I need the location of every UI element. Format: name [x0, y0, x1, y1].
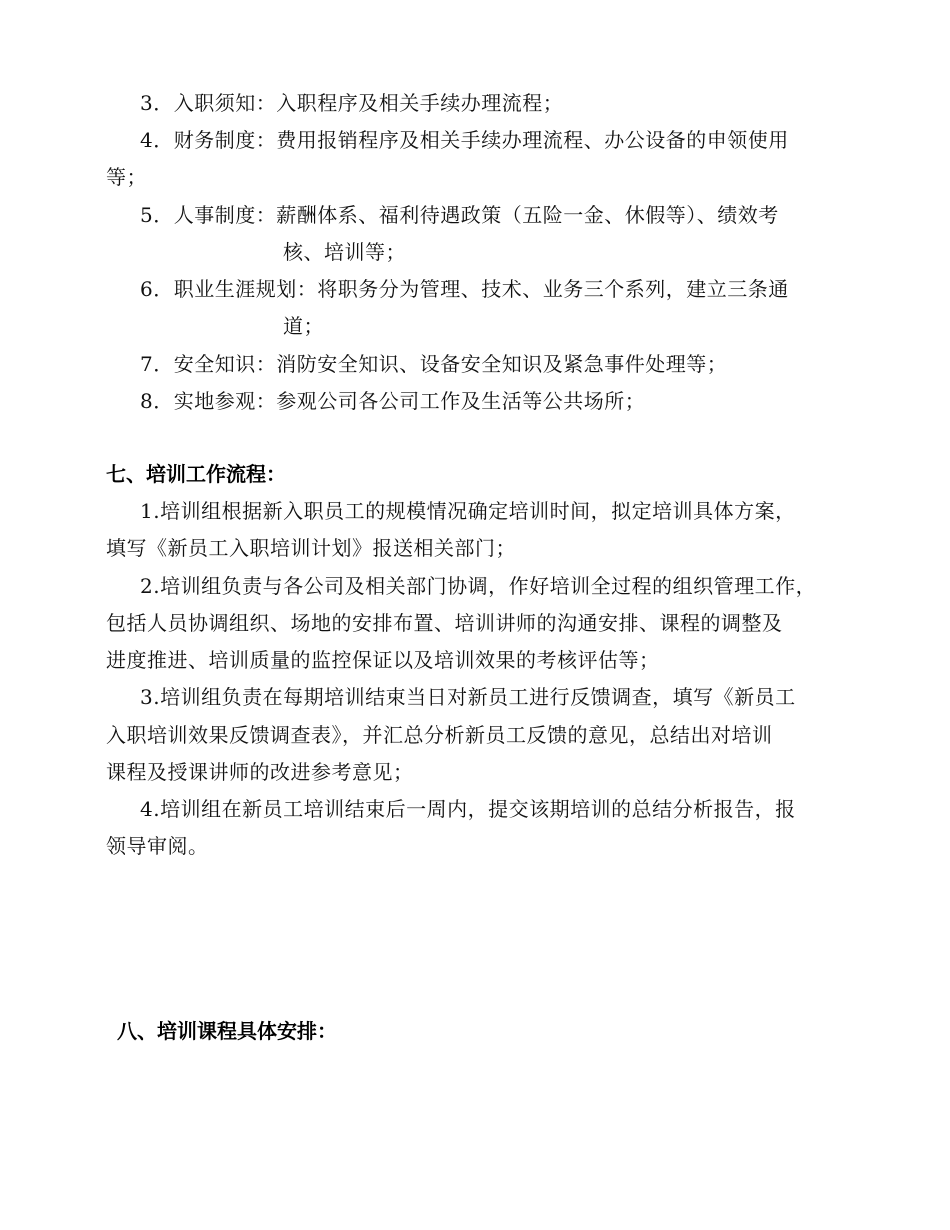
process-step-3-line3: 课程及授课讲师的改进参考意见； [106, 760, 414, 784]
list-item-4-line2: 等； [106, 165, 147, 189]
list-item-5-line2: 核、培训等； [283, 240, 406, 264]
list-item-4-line1: 4．财务制度：费用报销程序及相关手续办理流程、办公设备的申领使用 [140, 128, 789, 152]
section-7-heading: 七、培训工作流程： [106, 462, 286, 486]
process-step-2-line2: 包括人员协调组织、场地的安排布置、培训讲师的沟通安排、课程的调整及 [106, 611, 783, 635]
process-step-2-line3: 进度推进、培训质量的监控保证以及培训效果的考核评估等； [106, 648, 660, 672]
list-item-8-line1: 8．实地参观：参观公司各公司工作及生活等公共场所； [140, 389, 646, 413]
list-item-5-line1: 5．人事制度：薪酬体系、福利待遇政策（五险一金、休假等）、绩效考 [140, 203, 779, 227]
process-step-4-line1: 4.培训组在新员工培训结束后一周内，提交该期培训的总结分析报告，报 [140, 797, 796, 821]
process-step-4-line2: 领导审阅。 [106, 834, 209, 858]
list-item-6-line2: 道； [283, 314, 324, 338]
process-step-3-line2: 入职培训效果反馈调查表》，并汇总分析新员工反馈的意见，总结出对培训 [106, 723, 773, 747]
section-8-heading: 八、培训课程具体安排： [117, 1019, 337, 1043]
list-item-6-line1: 6．职业生涯规划：将职务分为管理、技术、业务三个系列，建立三条通 [140, 277, 789, 301]
process-step-2-line1: 2.培训组负责与各公司及相关部门协调，作好培训全过程的组织管理工作， [140, 574, 817, 598]
process-step-3-line1: 3.培训组负责在每期培训结束当日对新员工进行反馈调查，填写《新员工 [140, 685, 796, 709]
list-item-7-line1: 7．安全知识：消防安全知识、设备安全知识及紧急事件处理等； [140, 352, 728, 376]
process-step-1-line2: 填写《新员工入职培训计划》报送相关部门； [106, 536, 516, 560]
list-item-3-line1: 3．入职须知：入职程序及相关手续办理流程； [140, 91, 564, 115]
process-step-1-line1: 1.培训组根据新入职员工的规模情况确定培训时间，拟定培训具体方案， [140, 499, 796, 523]
